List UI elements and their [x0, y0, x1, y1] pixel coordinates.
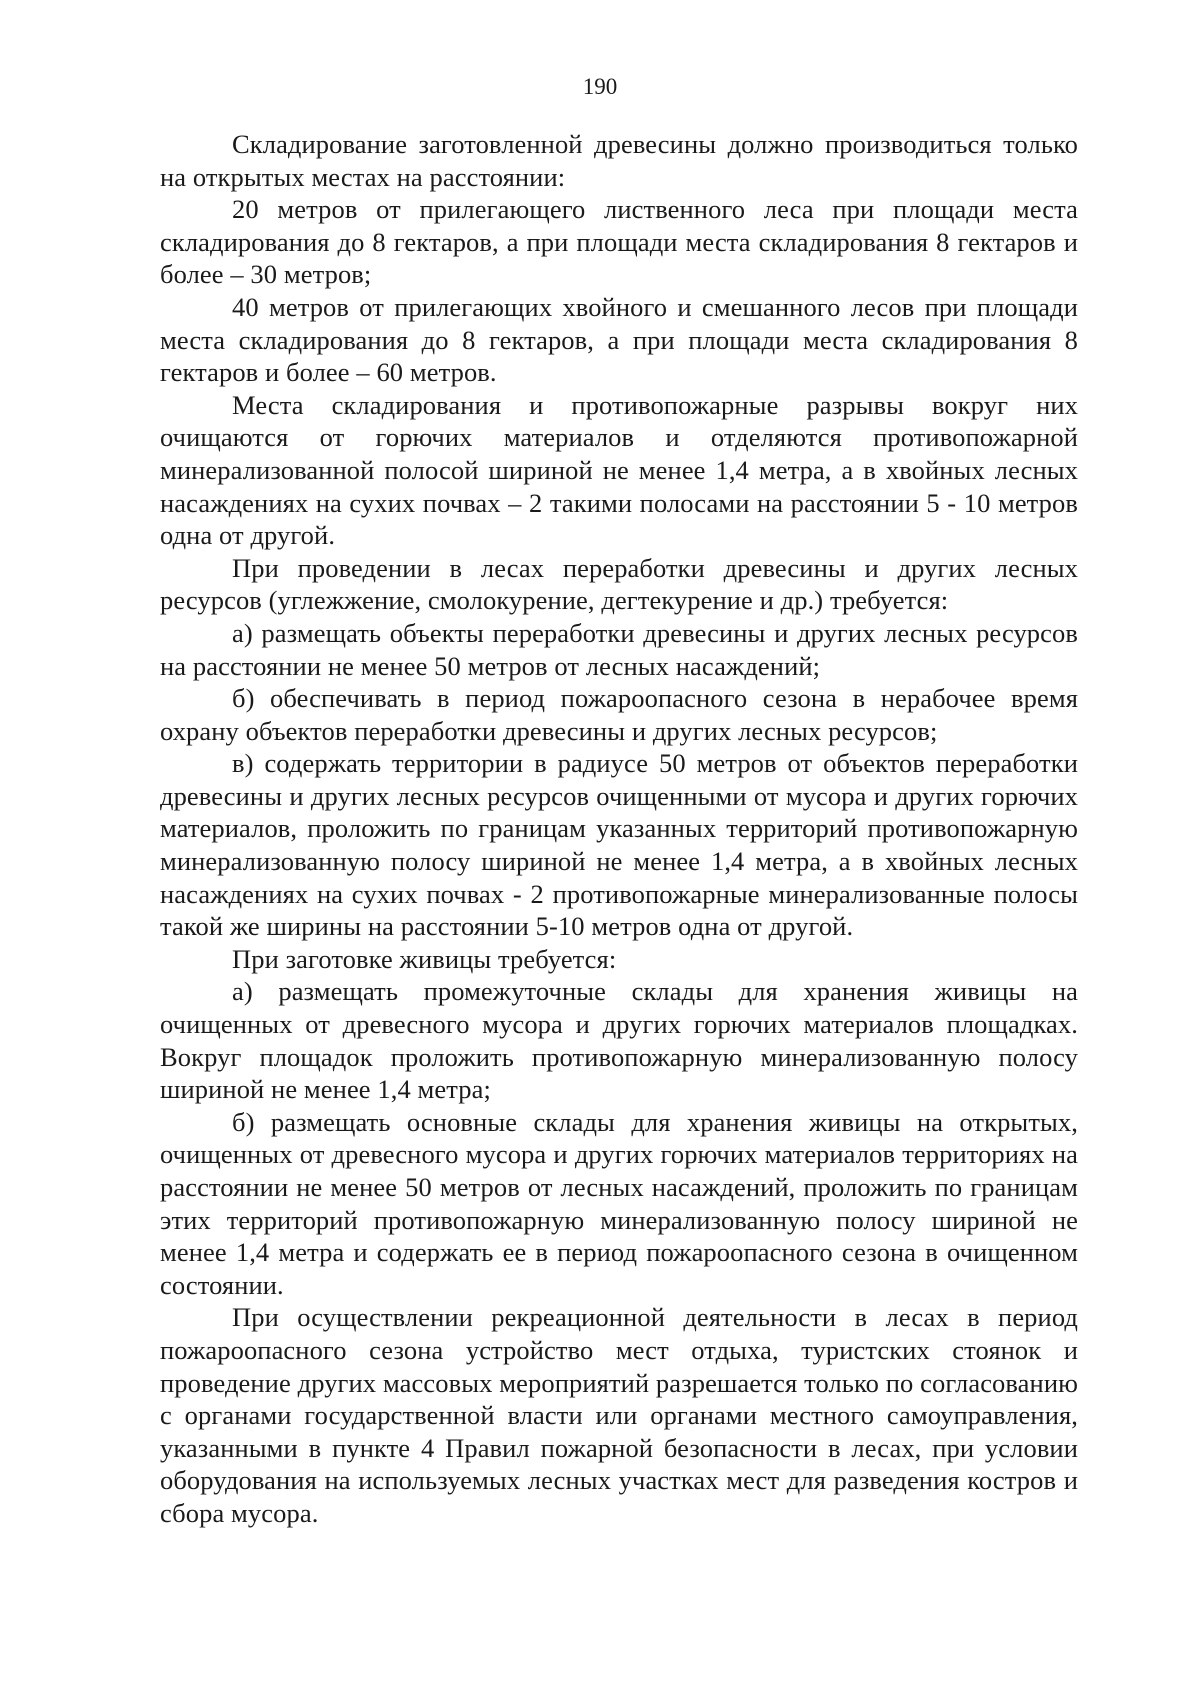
paragraph-processing-intro: При проведении в лесах переработки древесины и других лесных ресурсов (углежжение, смолокурение, дегтекурение и др.) требуется:: [160, 552, 1078, 616]
paragraph-coniferous-distance: 40 метров от прилегающих хвойного и смешанного лесов при площади места складирования до 8 гектаров, а при площади места складирования 8 гектаров и более – 60 метров.: [160, 291, 1078, 388]
paragraph-recreation: При осуществлении рекреационной деятельности в лесах в период пожароопасного сезона устройство мест отдыха, туристских стоянок и проведение других массовых мероприятий разрешается только по согласованию с органами государственной власти или органами местного самоуправления, указанными в пункте 4 Правил пожарной безопасности в лесах, при условии оборудования на используемых лесных участках мест для разведения костров и сбора мусора.: [160, 1302, 1078, 1528]
paragraph-deciduous-distance: 20 метров от прилегающего лиственного леса при площади места складирования до 8 гектаров, а при площади места складирования 8 гектаров и более – 30 метров;: [160, 194, 1078, 290]
document-body: [160, 128, 1078, 1530]
paragraph-processing-a: а) размещать объекты переработки древесины и других лесных ресурсов на расстоянии не менее 50 метров от лесных насаждений;: [160, 617, 1078, 681]
paragraph-resin-b: б) размещать основные склады для хранения живицы на открытых, очищенных от древесного мусора и других горючих материалов территориях на расстоянии не менее 50 метров от лесных насаждений, проложить по границам этих территорий противопожарную минерализованную полосу шириной не менее 1,4 метра и содержать ее в период пожароопасного сезона в очищенном состоянии.: [160, 1106, 1078, 1300]
paragraph-processing-b: б) обеспечивать в период пожароопасного сезона в нерабочее время охрану объектов переработки древесины и других лесных ресурсов;: [160, 683, 1078, 746]
paragraph-resin-a: а) размещать промежуточные склады для хранения живицы на очищенных от древесного мусора и других горючих материалов площадках. Вокруг площадок проложить противопожарную минерализованную полосу шириной не менее 1,4 метра;: [160, 976, 1078, 1105]
paragraph-storage-intro: Складирование заготовленной древесины должно производиться только на открытых местах на расстоянии:: [160, 129, 1078, 192]
paragraph-processing-c: в) содержать территории в радиусе 50 метров от объектов переработки древесины и других лесных ресурсов очищенными от мусора и других горючих материалов, проложить по границам указанных территорий противопожарную минерализованную полосу шириной не менее 1,4 метра, а в хвойных лесных насаждениях на сухих почвах - 2 противопожарные минерализованные полосы такой же ширины на расстоянии 5-10 метров одна от другой.: [160, 748, 1078, 942]
paragraph-storage-clearing: Места складирования и противопожарные разрывы вокруг них очищаются от горючих материалов и отделяются противопожарной минерализованной полосой шириной не менее 1,4 метра, а в хвойных лесных насаждениях на сухих почвах – 2 такими полосами на расстоянии 5 - 10 метров одна от другой.: [160, 389, 1078, 551]
paragraph-resin-intro: При заготовке живицы требуется:: [232, 943, 617, 974]
page-number: 190: [582, 74, 618, 99]
